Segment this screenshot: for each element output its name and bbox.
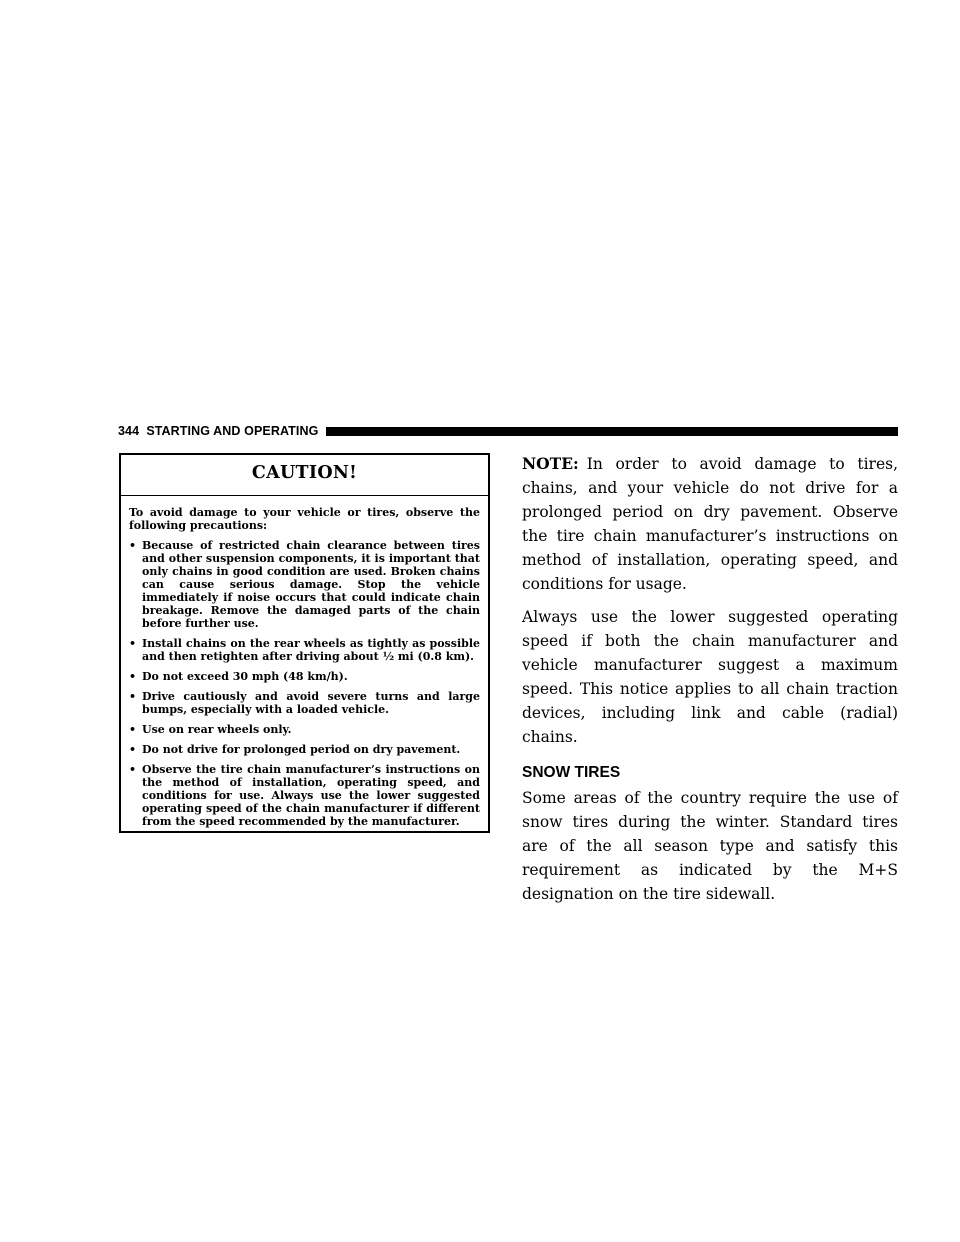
- caution-item: [129, 743, 480, 756]
- caution-item-text: Do not drive for prolonged period on dry pavement.: [142, 743, 461, 756]
- bullet-icon: •: [129, 539, 137, 552]
- note-label: NOTE:: [522, 454, 579, 473]
- bullet-icon: •: [129, 763, 137, 776]
- caution-item: [129, 637, 480, 663]
- bullet-icon: •: [129, 723, 137, 736]
- caution-item-text: Because of restricted chain clearance between tires and other suspension components, it is important that only chains in good condition are used. Broken chains can cause serious damage. Stop the vehicle immediately if noise occurs that could indicate chain breakage. Remove the damaged parts of the chain before further use.: [142, 539, 480, 630]
- caution-item-text: Do not exceed 30 mph (48 km/h).: [142, 670, 348, 683]
- caution-item-text: Observe the tire chain manufacturer’s instructions on the method of installation, operating speed, and conditions for use. Always use the lower suggested operating speed of the chain manufacturer if different from the speed recommended by the manufacturer.: [142, 763, 480, 828]
- caution-item: [129, 690, 480, 716]
- caution-divider: [121, 495, 488, 496]
- main-column: [522, 452, 898, 915]
- caution-intro: To avoid damage to your vehicle or tires, observe the following precautions:: [129, 506, 480, 532]
- page-header-text: [118, 424, 318, 438]
- snow-tires-heading: SNOW TIRES: [522, 764, 621, 781]
- caution-item: [129, 763, 480, 828]
- bullet-icon: •: [129, 670, 137, 683]
- snow-tires-paragraph: Some areas of the country require the use of snow tires during the winter. Standard tires are of the all season type and satisfy this requirement as indicated by the M+S designation on the tire sidewall.: [522, 789, 898, 903]
- caution-item: [129, 539, 480, 630]
- caution-item-text: Use on rear wheels only.: [142, 723, 292, 736]
- speed-paragraph: Always use the lower suggested operating speed if both the chain manufacturer and vehicle manufacturer suggest a maximum speed. This notice applies to all chain traction devices, including link and cable (radial) chains.: [522, 608, 898, 746]
- header-rule: [326, 427, 898, 436]
- note-paragraph: [522, 452, 898, 596]
- page-number: 344: [118, 424, 140, 438]
- note-text: In order to avoid damage to tires, chains, and your vehicle do not drive for a prolonged period on dry pavement. Observe the tire chain manufacturer’s instructions on method of installation, operating speed, and conditions for usage.: [522, 455, 898, 593]
- page-header: [118, 422, 898, 440]
- caution-list: [129, 539, 480, 828]
- caution-item-text: Drive cautiously and avoid severe turns and large bumps, especially with a loaded vehicle.: [142, 690, 480, 716]
- bullet-icon: •: [129, 690, 137, 703]
- caution-item: [129, 723, 480, 736]
- bullet-icon: •: [129, 743, 137, 756]
- caution-item: [129, 670, 480, 683]
- caution-title: CAUTION!: [251, 463, 358, 483]
- caution-item-text: Install chains on the rear wheels as tightly as possible and then retighten after driving about ½ mi (0.8 km).: [142, 637, 480, 663]
- caution-box: [119, 453, 490, 833]
- section-title: STARTING AND OPERATING: [146, 424, 319, 438]
- bullet-icon: •: [129, 637, 137, 650]
